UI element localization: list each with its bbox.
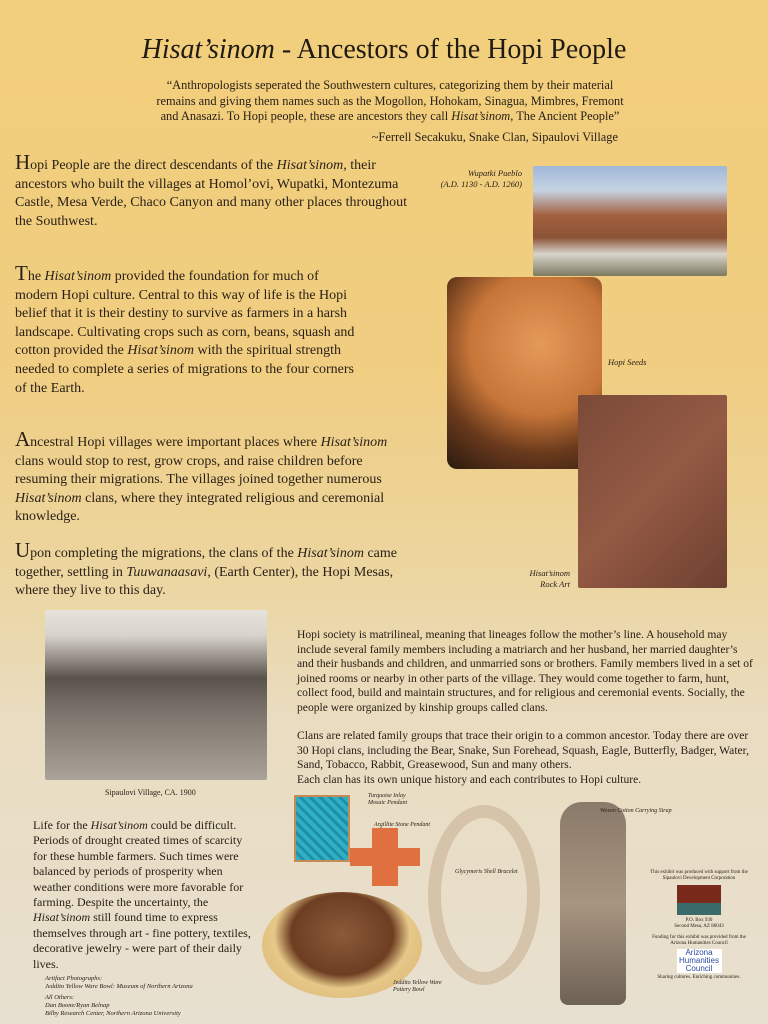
text: opi People are the direct descendants of the — [30, 158, 277, 173]
wupatki-pueblo-photo — [533, 166, 727, 276]
quote-end: , The Ancient People” — [510, 109, 620, 123]
wupatki-caption — [420, 168, 522, 190]
arizona-humanities-council-logo: Arizona Humanities Council — [677, 949, 722, 973]
text: clans would stop to rest, grow crops, and raise children before resuming their migrations. The villages joined together numerous — [15, 453, 382, 488]
italic-term: Hisat’sinom — [320, 435, 388, 450]
text: Hopi society is matrilineal, meaning that lineages follow the mother’s line. A household may include several family members including a matriarch and her husband, her married daughter’s and their husbands and children, and unmarried sons or brothers. Family members lived in a set of joined rooms or nearby in other parts of the village. They would come together to farm, hunt, collect food, build and maintain structures, and for religious and ceremonial events. Socially, the people were organized by kinship groups called clans. — [297, 628, 753, 714]
sponsor-tagline: Sharing cultures. Enriching communities. — [657, 975, 741, 980]
photo-credits — [45, 975, 193, 1018]
paragraph-3 — [15, 427, 400, 527]
argillite-caption: Argillite Stone Pendant — [374, 822, 431, 828]
turquoise-caption — [368, 793, 407, 807]
caption-line: Pottery Bowl — [393, 987, 425, 993]
text: could be difficult. Periods of drought created times of scarcity for these humble farmers. Such times were balanced by periods of prosperity when weather conditions were more favorable for farming. Despite the uncertainty, the — [33, 818, 244, 910]
paragraph-1 — [15, 150, 415, 231]
title-rest: - Ancestors of the Hopi People — [274, 34, 627, 65]
sponsor-line: Sipaulovi Development Corporation — [662, 876, 736, 881]
bowl-caption — [393, 980, 442, 994]
credit-line: Jeddito Yellow Ware Bowl: Museum of Northern Arizona — [45, 983, 193, 990]
italic-term: Hisat’sinom — [15, 490, 82, 506]
seeds-caption: Hopi Seeds — [608, 357, 647, 367]
italic-term: Hisat’sinom — [276, 158, 344, 173]
address-line: Second Mesa, AZ 86043 — [674, 924, 724, 929]
text: he — [27, 269, 45, 284]
caption-line: Wupatki Pueblo — [467, 168, 522, 178]
text: came together, settling in — [15, 546, 397, 580]
paragraph-2 — [15, 261, 365, 398]
strap-caption: Woven Cotton Carrying Strap — [600, 808, 672, 814]
quote-attribution: ~Ferrell Secakuku, Snake Clan, Sipaulovi Village — [371, 130, 618, 144]
drop-cap: A — [15, 427, 31, 451]
drop-cap: H — [15, 150, 31, 174]
sipaulovi-caption: Sipaulovi Village, CA. 1900 — [105, 788, 196, 797]
address-line: P.O. Box 930 — [685, 918, 713, 923]
text: , (Earth Center), the Hopi Mesas, where they live to this day. — [15, 564, 394, 599]
caption-line: Hisat’sinom — [529, 568, 570, 578]
title-italic: Hisat’sinom — [141, 34, 275, 65]
sponsor-line: Funding for this exhibit was provided from the — [652, 935, 746, 940]
shell-caption: Glycymeris Shell Bracelet — [455, 869, 518, 875]
quote — [150, 78, 630, 125]
carrying-strap-photo — [560, 802, 626, 1005]
right-column-text — [297, 628, 757, 787]
italic-term: Hisat’sinom — [127, 343, 195, 359]
text: still found time to express themselves through art - fine pottery, textiles, decorative jewelry - were part of their daily lives. — [33, 910, 251, 971]
sipaulovi-village-photo — [45, 610, 267, 780]
credit-line: Artifact Photographs: — [45, 975, 103, 982]
caption-line: Turquoise Inlay — [368, 793, 406, 799]
paragraph-4 — [15, 538, 415, 601]
text: ncestral Hopi villages were important places where — [30, 435, 321, 450]
sponsor-line: This exhibit was produced with support from the — [650, 870, 748, 875]
caption-line: (A.D. 1130 - A.D. 1260) — [440, 179, 522, 189]
italic-term: Hisat’sinom — [90, 818, 148, 832]
drop-cap: U — [15, 538, 31, 562]
page-title — [0, 34, 768, 66]
credit-line: Bilby Research Center, Northern Arizona University — [45, 1010, 181, 1017]
drop-cap: T — [15, 261, 28, 285]
caption-line: Rock Art — [540, 579, 570, 589]
text: clans, where they integrated religious and ceremonial knowledge. — [15, 490, 385, 525]
credit-line: Dan Boone/Ryan Belnap — [45, 1002, 110, 1009]
text: pon completing the migrations, the clans of the — [30, 546, 298, 561]
italic-term: Hisat’sinom — [33, 910, 91, 925]
quote-text: “Anthropologists seperated the Southwestern cultures, categorizing them by their material remains and giving them names such as the Mogollon, Hohokam, Sinagua, Mimbres, Fremont and Anasazi. To Hopi people, these are ancestors they call — [156, 78, 624, 123]
text: provided the foundation for much of modern Hopi culture. Central to this way of life is the Hopi belief that it is their destiny to survive as farmers in a harsh landscape. Cultivating crops such as corn, beans, squash and cotton provided the — [15, 269, 355, 359]
caption-line: Mosaic Pendant — [368, 800, 408, 806]
shell-bracelet-photo — [428, 805, 540, 985]
argillite-pendant-photo-vertical — [372, 828, 398, 886]
italic-term: Hisat’sinom — [297, 546, 364, 561]
italic-term: Hisat’sinom — [44, 269, 112, 284]
sponsor-block — [630, 870, 768, 981]
caption-line: Jeddito Yellow Ware — [393, 980, 442, 986]
text: with the spiritual strength needed to complete a series of migrations to the four corners of the Earth. — [15, 343, 354, 396]
rock-art-photo — [578, 395, 727, 588]
italic-term: Tuuwanaasavi — [126, 564, 208, 580]
quote-italic: Hisat’sinom — [451, 109, 511, 123]
sponsor-line: Arizona Humanities Council — [670, 941, 728, 946]
text: , their ancestors who built the villages at Homol’ovi, Wupatki, Montezuma Castle, Mesa Verde, Chaco Canyon and many other places throughout the Southwest. — [15, 158, 408, 229]
sipaulovi-corporation-logo — [677, 885, 721, 915]
text: Clans are related family groups that trace their origin to a common ancestor. Today there are over 30 Hopi clans, including the Bear, Snake, Sun Forehead, Squash, Eagle, Butterfly, Badger, Water, Sand, Tobacco, Rabbit, Greasewood, Sun and many others. — [297, 729, 749, 771]
credit-line: All Others: — [45, 994, 75, 1001]
text: Life for the — [33, 818, 91, 832]
text: Each clan has its own unique history and each contributes to Hopi culture. — [297, 772, 642, 786]
turquoise-pendant-photo — [294, 795, 350, 862]
life-paragraph — [33, 818, 258, 972]
rock-art-caption — [510, 568, 570, 590]
